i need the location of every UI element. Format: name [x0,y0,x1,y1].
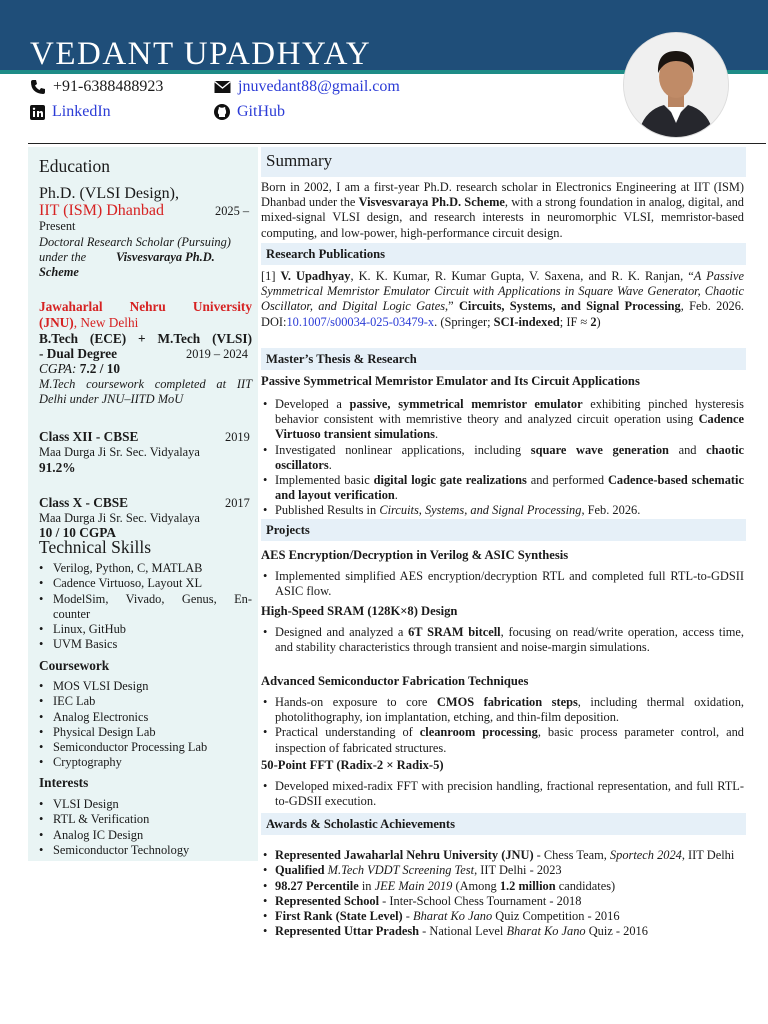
pub-doi-label: DOI: [261,314,287,329]
text: exhibiting pinched hysteresis behavior consistent with memristive theory and analyzed circuit operation using [275,397,744,427]
thesis-list [261,397,744,519]
project-aes-list [261,569,744,599]
project-fft-list [261,779,744,809]
linkedin-icon [30,105,45,120]
text-italic: Sportech 2024 [609,848,682,862]
text-bold: 6T SRAM bitcell [408,625,501,639]
header-divider [28,143,766,144]
jnu-location [39,315,138,331]
pub-sep: ,” [445,299,459,314]
list-item [261,503,744,518]
pub-authors: , K. K. Kumar, R. Kumar Gupta, V. Saxena, and R. K. Ranjan, “ [350,269,694,283]
text: . [328,457,332,472]
jnu-abbrev: (JNU) [39,315,74,330]
jnu-city: , New Delhi [73,315,139,330]
text: Hands-on exposure to core [275,695,437,709]
list-item: • MOS VLSI Design [39,679,207,694]
candidate-name: VEDANT UPADHYAY [30,36,372,72]
profile-photo [623,32,729,138]
project-fft-title: 50-Point FFT (Radix-2 × Radix-5) [261,758,444,772]
list-item: • Cadence Virtuoso, Layout XL [39,576,252,591]
jnu-cgpa-value: 7.2 / 10 [79,361,121,376]
jnu-note-cont: Delhi under JNU–IITD MoU [39,392,184,406]
list-item: • UVM Basics [39,637,252,652]
list-item: • Linux, GitHub [39,622,252,637]
text-italic: JEE Main 2019 [374,878,453,893]
jnu-cgpa [39,361,120,377]
linkedin-link[interactable]: LinkedIn [52,103,111,120]
text: , IIT Delhi [681,848,735,862]
text-bold: 1.2 million [499,878,556,893]
class-x-title: Class X - CBSE [39,495,129,510]
summary-part: Born in 2002, I am a first-year Ph.D. research scholar in Electronics Engineering at IIT (ISM) Dhanbad under the [261,180,744,210]
class-xii-year: 2019 [225,430,250,444]
github-contact[interactable] [214,103,285,121]
text: , focusing on read/write operation, access time, and stability characteristics through transient and noise-margin simulations. [275,625,744,655]
text-bold: Cadence-based schematic and layout verification [275,473,744,503]
phd-scheme-cont: Scheme [39,265,79,279]
summary-heading: Summary [261,147,746,177]
list-item: • IEC Lab [39,694,207,709]
github-icon [214,104,230,120]
publications-heading: Research Publications [261,243,746,265]
pub-publisher: . (Springer; [434,314,494,329]
project-fab-title: Advanced Semiconductor Fabrication Techniques [261,674,529,688]
text-bold: Represented Uttar Pradesh [275,924,420,939]
pub-indexing: SCI-indexed [493,314,560,329]
list-item [261,443,744,473]
email-link[interactable]: jnuvedant88@gmail.com [238,78,400,95]
class-x-school: Maa Durga Ji Sr. Sec. Vidyalaya [39,511,200,525]
jnu-dates: 2019 – 2024 [186,347,248,361]
list-item: • Cryptography [39,755,207,770]
summary-part: , with a strong foundation in analog, digital, and mixed-signal VLSI design, and research interests in neuromorphic VLSI, memristor-based computing, and low-power, high-performance circuit design. [261,195,745,240]
pub-title: A Passive Symmetrical Memristor Emulator Circuit with Applications in Square Wave Generator, Chaotic Oscillator, and Digital Logic Gates [261,269,744,314]
pub-impact-factor: 2 [590,314,597,329]
list-item [261,863,744,878]
text: - Inter-School Chess Tournament - 2018 [379,893,582,908]
project-sram-title: High-Speed SRAM (128K×8) Design [261,604,458,618]
thesis-subtitle: Passive Symmetrical Memristor Emulator and Its Circuit Applications [261,374,640,388]
list-item: • RTL & Verification [39,812,189,827]
text: Designed and analyzed a [275,625,409,639]
interests-list [39,797,189,858]
text: candidates) [555,878,616,893]
text-bold: First Rank (State Level) [275,909,403,924]
email-contact[interactable] [214,78,400,96]
text: and performed [526,473,608,488]
text: . [394,488,398,503]
phd-institution: IIT (ISM) Dhanbad [39,202,165,219]
skills-list [39,561,252,653]
text: Published Results in [275,503,380,518]
list-item [261,894,744,909]
summary-text [261,180,744,241]
text-bold: digital logic gate realizations [373,473,527,488]
publication-entry [261,269,744,330]
phone-contact[interactable] [30,78,163,96]
jnu-degree-type: - Dual Degree [39,346,118,361]
pub-date: , Feb. 2026. [680,299,745,314]
pub-first-author: V. Upadhyay [280,269,351,283]
text: , IIT Delhi - 2023 [474,863,562,878]
text: Developed a [275,397,350,411]
pub-close: ) [596,314,601,329]
pub-doi-link[interactable]: 10.1007/s00034-025-03479-x [286,314,435,329]
project-aes-title: AES Encryption/Decryption in Verilog & ASIC Synthesis [261,548,569,562]
jnu-institution: Jawaharlal Nehru University [39,299,252,314]
linkedin-contact[interactable] [30,103,111,121]
phd-dates: 2025 – [215,204,250,218]
list-item: • VLSI Design [39,797,189,812]
skills-heading: Technical Skills [39,537,152,557]
text: Quiz - 2016 [585,924,648,939]
list-item: • Implemented simplified AES encryption/decryption RTL and completed full RTL-to-GDSII ASIC flow. [261,569,744,599]
text-italic: Circuits, Systems, and Signal Processing [379,503,582,518]
phd-description: Doctoral Research Scholar (Pursuing) [39,235,231,249]
text: Practical understanding of [275,725,420,740]
awards-list [261,848,744,940]
jnu-cgpa-label: CGPA: [39,361,77,376]
coursework-heading: Coursework [39,658,110,673]
list-item [261,695,744,725]
list-item-text: counter [53,606,91,621]
pub-number: [1] [261,269,281,283]
text-italic: Bharat Ko Jano [506,924,586,939]
profile-photo-image [624,33,728,137]
list-item [261,848,744,863]
list-item: • Semiconductor Processing Lab [39,740,207,755]
list-item: • Physical Design Lab [39,725,207,740]
class-x-year: 2017 [225,496,250,510]
text-bold: CMOS fabrication steps [436,695,578,709]
text: , including thermal oxidation, photolithography, ion implantation, etching, and thin-film deposition. [275,695,744,725]
list-item [261,473,744,503]
text: - National Level [419,924,507,939]
awards-heading: Awards & Scholastic Achievements [261,813,746,835]
class-xii-score: 91.2% [39,460,76,475]
class-x-score: 10 / 10 CGPA [39,525,116,540]
list-item: • Analog IC Design [39,828,189,843]
thesis-heading: Master’s Thesis & Research [261,348,746,370]
phd-under: under the [39,250,87,264]
class-xii-title: Class XII - CBSE [39,429,139,444]
list-item [261,397,744,443]
list-item [261,725,744,755]
text-italic: M.Tech VDDT Screening Test [324,863,475,878]
phd-present: Present [39,219,76,233]
jnu-degree: B.Tech (ECE) + M.Tech (VLSI) [39,331,252,346]
text-bold: Cadence Virtuoso transient simulations [275,412,744,442]
text: Implemented basic [275,473,374,488]
text: Investigated nonlinear applications, including [275,442,531,457]
phd-scheme: Visvesvaraya Ph.D. [116,250,215,264]
text: in [358,878,375,893]
project-fab-list [261,695,744,756]
list-item-cont [39,607,252,622]
phone-icon [30,79,46,95]
text: Quiz Competition - 2016 [492,909,620,924]
list-item [261,924,744,939]
pub-journal: Circuits, Systems, and Signal Processing [458,299,681,314]
text: (Among [452,878,500,893]
phd-degree: Ph.D. (VLSI Design), [39,185,179,202]
class-xii-school: Maa Durga Ji Sr. Sec. Vidyalaya [39,445,200,459]
text: - [402,909,413,924]
project-sram-list [261,625,744,655]
phone-number: +91-6388488923 [53,78,164,95]
projects-heading: Projects [261,519,746,541]
text-bold: cleanroom processing [419,725,538,740]
text-bold: passive, symmetrical memristor emulator [349,397,583,411]
text-italic: Bharat Ko Jano [413,909,493,924]
text-bold: Represented School [275,893,380,908]
coursework-list [39,679,207,771]
text: , basic process parameter control, and inspection of fabricated structures. [275,725,744,755]
text: . [434,427,439,442]
list-item [261,625,744,655]
github-link[interactable]: GitHub [237,103,285,120]
envelope-icon [214,80,231,94]
text-bold: Qualified [275,863,325,878]
list-item: • Developed mixed-radix FFT with precision handling, fractional representation, and full RTL-to-GDSII execution. [261,779,744,809]
text: and [668,442,707,457]
list-item: • ModelSim, Vivado, Genus, En- [39,592,252,607]
list-item [261,879,744,894]
education-heading: Education [39,156,110,176]
list-item: • Semiconductor Technology [39,843,189,858]
text-bold: square wave generation [530,442,669,457]
text: , Feb. 2026. [581,503,641,518]
summary-scheme: Visvesvaraya Ph.D. Scheme [358,195,505,210]
list-item: • Analog Electronics [39,710,207,725]
interests-heading: Interests [39,775,89,790]
list-item [261,909,744,924]
jnu-note: M.Tech coursework completed at IIT [39,377,252,391]
pub-if-label: ; IF ≈ [559,314,591,329]
text-bold: chaotic oscillators [275,442,745,472]
text-bold: Represented Jawaharlal Nehru University (JNU) [275,848,534,862]
text-bold: 98.27 Percentile [275,878,359,893]
list-item: • Verilog, Python, C, MATLAB [39,561,252,576]
text: - Chess Team, [533,848,610,862]
